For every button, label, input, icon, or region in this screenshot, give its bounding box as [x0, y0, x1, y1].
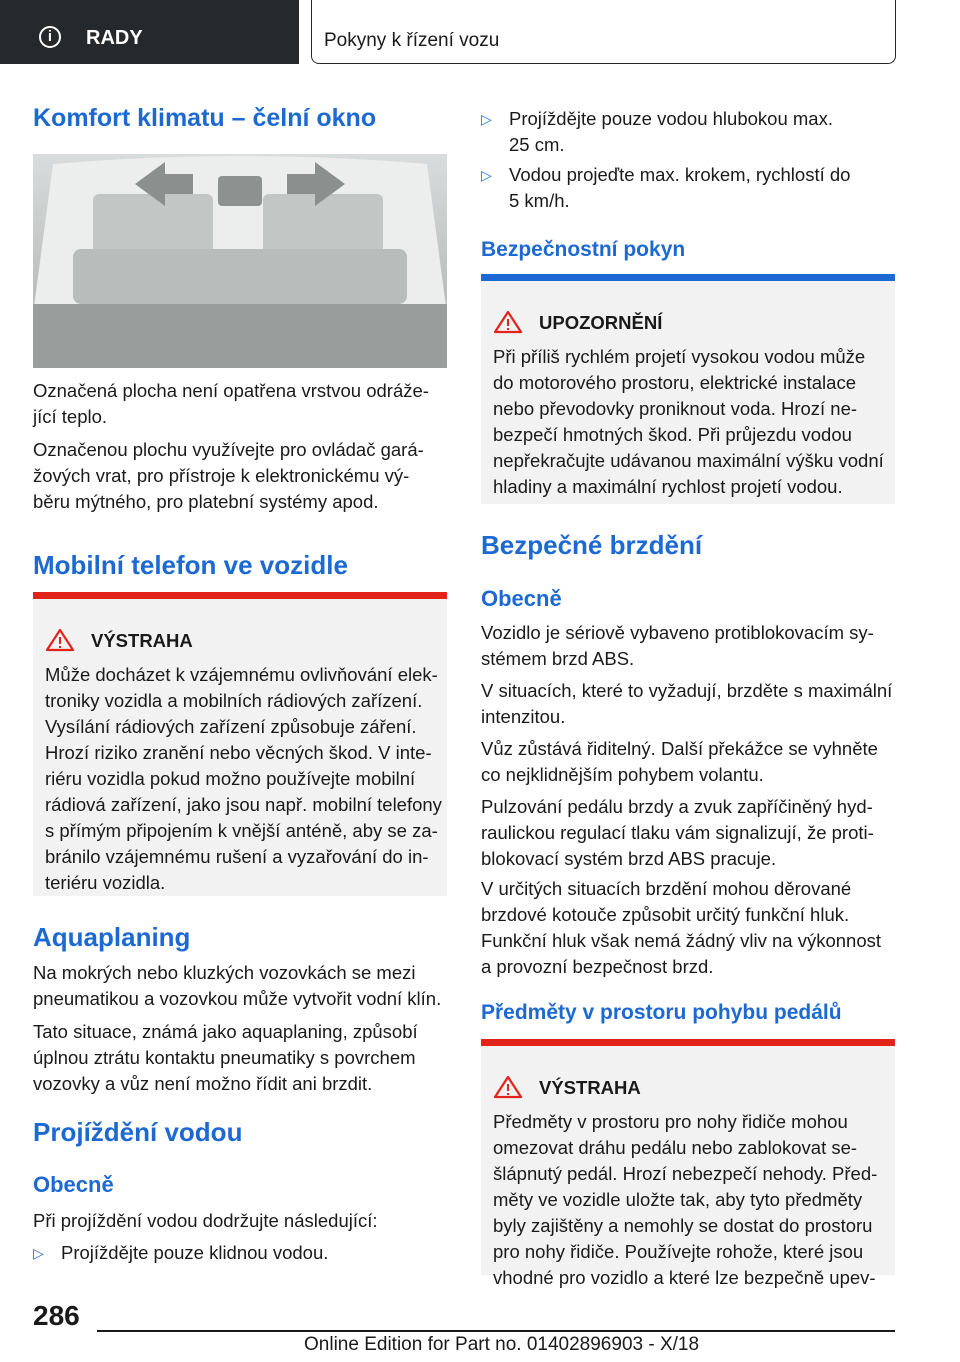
brake-paragraph-4: Pulzování pedálu brzdy a zvuk zapříčiněný hyd- raulickou regulací tlaku vám signalizují, že proti- blokovací systém brzd ABS pracuje. [481, 796, 874, 869]
warning-box-phone [33, 592, 447, 896]
heading-climate: Komfort klimatu – čelní okno [33, 104, 377, 132]
climate-paragraph-2: Označenou plochu využívejte pro ovládač gará- žových vrat, pro přístroje k elektronickému vý- běru mýtného, pro platební systémy apod. [33, 439, 424, 512]
warning-bar [481, 1039, 895, 1046]
warning-box-pedals [481, 1039, 895, 1288]
heading-safety: Bezpečnostní pokyn [481, 238, 686, 261]
subheading-water-general: Obecně [33, 1172, 114, 1197]
notice-box [481, 274, 895, 504]
bullet-triangle-icon: ▷ [33, 1245, 44, 1261]
subheading-brake-general: Obecně [481, 586, 562, 611]
heading-pedal-objects: Předměty v prostoru pohybu pedálů [481, 1001, 842, 1024]
bullet-triangle-icon: ▷ [481, 167, 492, 183]
aquaplaning-paragraph-1: Na mokrých nebo kluzkých vozovkách se mezi pneumatikou a vozovkou může vytvořit vodní klín. [33, 962, 442, 1009]
notice-text: Při příliš rychlém projetí vysokou vodou může do motorového prostoru, elektrické instalace nebo převodovky proniknout voda. Hrozí ne- bezpečí hmotných škod. Při průjezdu vodou nepřekračujte udávanou maximální výšku vodní hladiny a maximální rychlost projetí vodou. [493, 346, 884, 497]
footer-rule [97, 1330, 895, 1332]
climate-paragraph-1: Označená plocha není opatřena vrstvou odráže- jící teplo. [33, 380, 429, 427]
warning-triangle-icon [493, 310, 523, 334]
heading-water: Projíždění vodou [33, 1117, 243, 1147]
footer-edition: Online Edition for Part no. 01402896903 - X/18 [304, 1334, 700, 1355]
bullet-triangle-icon: ▷ [481, 111, 492, 127]
brake-paragraph-2: V situacích, které to vyžadují, brzděte s maximální intenzitou. [481, 680, 893, 727]
warning-title: VÝSTRAHA [539, 1077, 641, 1098]
warning-bar [33, 592, 447, 599]
list-item: ▷ Vodou projeďte max. krokem, rychlostí do 5 km/h. [481, 164, 851, 211]
info-icon: i [39, 26, 61, 48]
warning-text: Předměty v prostoru pro nohy řidiče mohou omezovat dráhu pedálu nebo zablokovat se- šlápnutý pedál. Hrozí nebezpečí nehody. Před- měty ve vozidle uložte tak, aby tyto předměty byly zajištěny a nemohly se dostat do prostoru pro nohy řidiče. Používejte rohože, které jsou vhodné pro vozidlo a které lze bezpečně upev- [493, 1111, 878, 1288]
notice-bar [481, 274, 895, 281]
heading-aquaplaning: Aquaplaning [33, 922, 191, 952]
aquaplaning-paragraph-2: Tato situace, známá jako aquaplaning, způsobí úplnou ztrátu kontaktu pneumatiky s povrchem vozovky a vůz není možno řídit ani brzdit. [33, 1021, 418, 1094]
water-intro: Při projíždění vodou dodržujte následující: [33, 1210, 378, 1231]
windshield-photo [33, 154, 447, 368]
brake-paragraph-3: Vůz zůstává řiditelný. Další překážce se vyhněte co nejklidnějším pohybem volantu. [481, 738, 878, 785]
warning-title: VÝSTRAHA [91, 630, 193, 651]
brake-paragraph-5: V určitých situacích brzdění mohou děrované brzdové kotouče způsobit určitý funkční hluk. Funkční hluk však nemá žádný vliv na výkonnost a provozní bezpečnost brzd. [481, 878, 881, 977]
section-label: RADY [86, 27, 143, 49]
heading-phone: Mobilní telefon ve vozidle [33, 550, 348, 580]
warning-triangle-icon [45, 628, 75, 652]
chapter-title: Pokyny k řízení vozu [324, 30, 500, 51]
warning-text: Může docházet k vzájemnému ovlivňování elek- troniky vozidla a mobilních rádiových zařízení. Vysílání rádiových zařízení způsobuje záření. Hrozí riziko zranění nebo věcných škod. V inte- riéru vozidla pokud možno používejte mobilní rádiová zařízení, jako jsou např. mobilní telefony s přímým připojením k vnější anténě, aby se za- bránilo vzájemnému rušení a vyzařování do in- teriéru vozidla. [45, 664, 442, 893]
heading-braking: Bezpečné brzdění [481, 530, 703, 560]
list-item: ▷ Projíždějte pouze klidnou vodou. [33, 1240, 328, 1266]
brake-paragraph-1: Vozidlo je sériově vybaveno protiblokovacím sy- stémem brzd ABS. [481, 622, 874, 669]
list-item: ▷ Projíždějte pouze vodou hlubokou max. 25 cm. [481, 108, 833, 155]
header-section-tab [0, 0, 299, 64]
page-number: 286 [33, 1300, 80, 1331]
warning-triangle-icon [493, 1075, 523, 1099]
notice-title: UPOZORNĚNÍ [539, 312, 663, 333]
